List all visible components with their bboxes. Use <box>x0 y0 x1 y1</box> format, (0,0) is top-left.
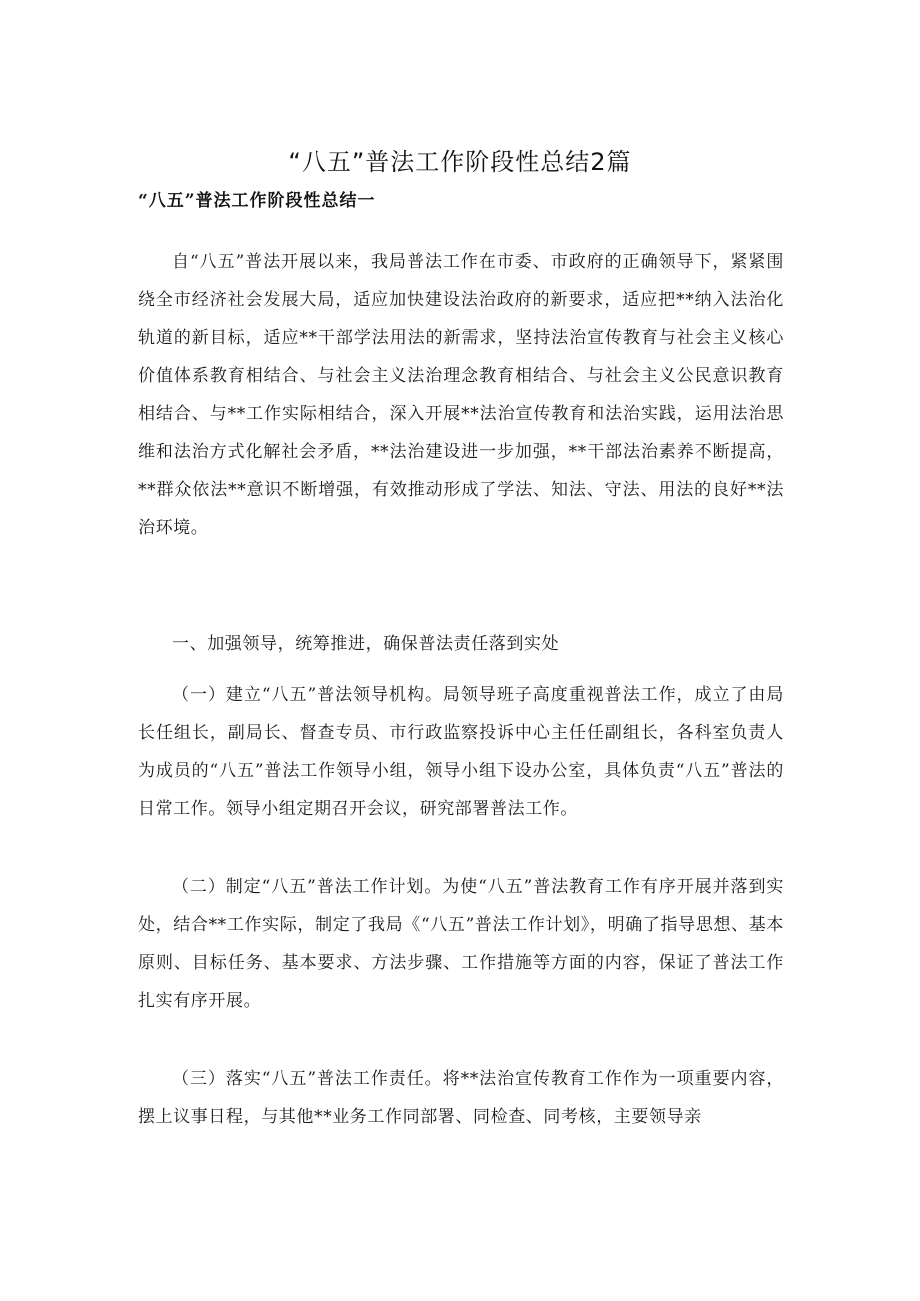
document-title: “八五”普法工作阶段性总结2篇 <box>288 148 632 176</box>
paragraph-item-3: （三）落实“八五”普法工作责任。将**法治宣传教育工作作为一项重要内容，摆上议事日程，与其他**业务工作同部署、同检查、同考核，主要领导亲 <box>138 1069 784 1127</box>
paragraph-item-2: （二）制定“八五”普法工作计划。为使“八五”普法教育工作有序开展并落到实处，结合**工作实际，制定了我局《“八五”普法工作计划》，明确了指导思想、基本原则、目标任务、基本要求、方法步骤、工作措施等方面的内容，保证了普法工作扎实有序开展。 <box>138 877 784 1011</box>
section-heading-1: 一、加强领导，统筹推进，确保普法责任落到实处 <box>172 634 560 654</box>
section-subtitle: “八五”普法工作阶段性总结一 <box>138 191 376 211</box>
paragraph-item-1: （一）建立“八五”普法领导机构。局领导班子高度重视普法工作，成立了由局长任组长，副局长、督查专员、市行政监察投诉中心主任任副组长，各科室负责人为成员的“八五”普法工作领导小组，领导小组下设办公室，具体负责“八五”普法的日常工作。领导小组定期召开会议，研究部署普法工作。 <box>138 685 784 819</box>
paragraph-intro: 自“八五”普法开展以来，我局普法工作在市委、市政府的正确领导下，紧紧围绕全市经济社会发展大局，适应加快建设法治政府的新要求，适应把**纳入法治化轨道的新目标，适应**干部学法用法的新需求，坚持法治宣传教育与社会主义核心价值体系教育相结合、与社会主义法治理念教育相结合、与社会主义公民意识教育相结合、与**工作实际相结合，深入开展**法治宣传教育和法治实践，运用法治思维和法治方式化解社会矛盾，**法治建设进一步加强，**干部法治素养不断提高，**群众依法**意识不断增强，有效推动形成了学法、知法、守法、用法的良好**法治环境。 <box>138 252 784 538</box>
